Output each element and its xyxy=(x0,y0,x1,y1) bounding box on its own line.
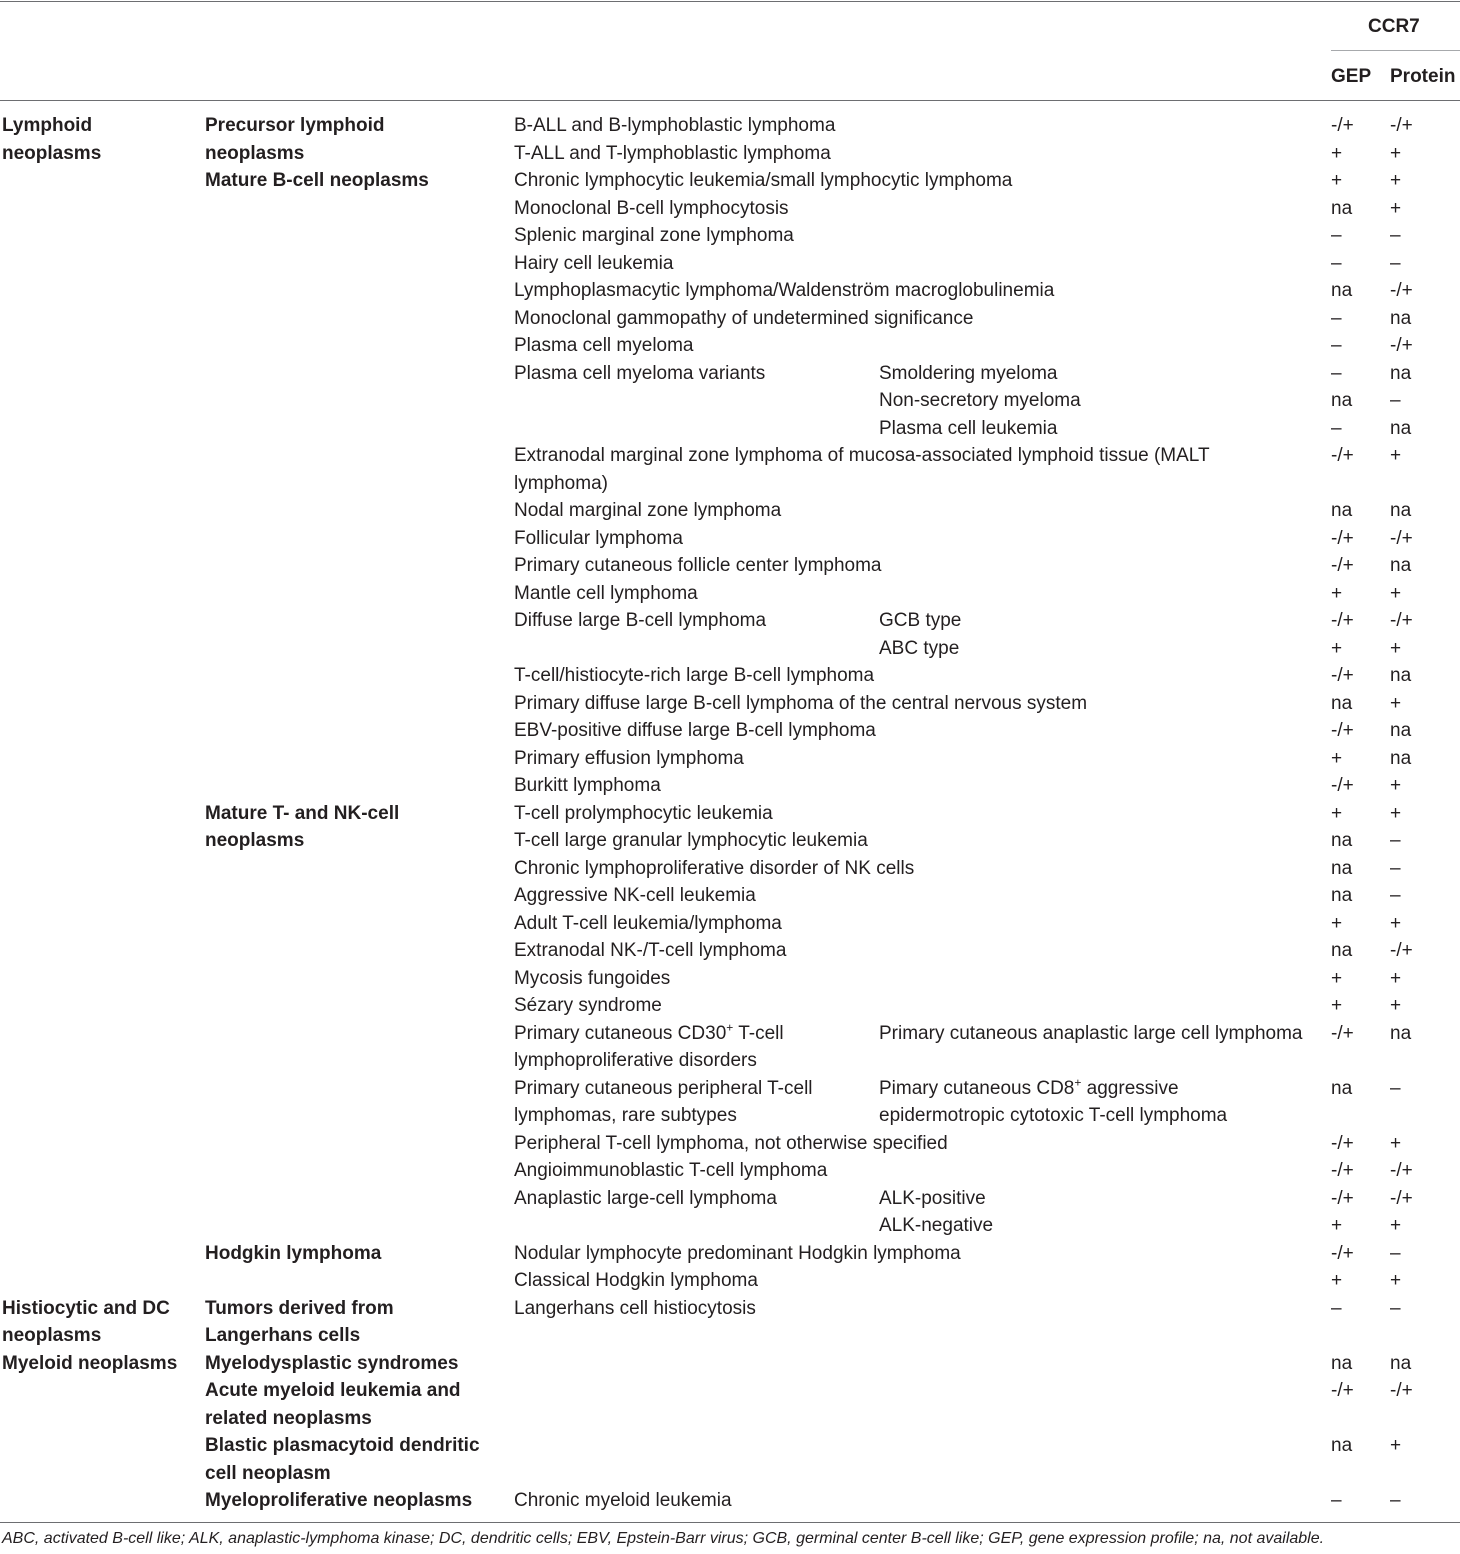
protein-value-cell: na xyxy=(1390,1352,1412,1374)
gep-value-cell: + xyxy=(1331,912,1343,934)
protein-value-cell: -/+ xyxy=(1390,1380,1413,1401)
entity-cell: Nodal marginal zone lymphoma xyxy=(514,500,782,521)
gep-value-cell: + xyxy=(1331,747,1343,769)
entity-cell: Monoclonal gammopathy of undetermined significance xyxy=(514,307,974,329)
table-row xyxy=(0,195,1460,223)
protein-value-cell: na xyxy=(1390,417,1412,439)
protein-value-cell: – xyxy=(1390,1077,1401,1099)
subcategory-cell: related neoplasms xyxy=(205,1407,372,1429)
subtype-cell: epidermotropic cytotoxic T-cell lymphoma xyxy=(879,1105,1228,1126)
subtype-cell: Pimary cutaneous CD8+ aggressive xyxy=(879,1075,1179,1099)
table-row xyxy=(0,882,1460,910)
protein-value-cell: + xyxy=(1390,1435,1402,1456)
gep-value-cell: + xyxy=(1331,637,1343,659)
entity-cell: Adult T-cell leukemia/lymphoma xyxy=(514,912,782,934)
entity-cell: Splenic marginal zone lymphoma xyxy=(514,225,794,246)
table-row xyxy=(0,1267,1460,1295)
protein-value-cell: -/+ xyxy=(1390,1187,1413,1209)
protein-value-cell: na xyxy=(1390,362,1412,384)
table-bottom-rule xyxy=(0,1522,1460,1523)
gep-value-cell: na xyxy=(1331,1435,1353,1456)
category-cell: Myeloid neoplasms xyxy=(2,1352,178,1374)
protein-value-cell: na xyxy=(1390,500,1412,521)
protein-value-cell: + xyxy=(1390,1132,1402,1154)
table-row xyxy=(0,1377,1460,1405)
gep-value-cell: + xyxy=(1331,1270,1343,1291)
table-row xyxy=(0,552,1460,580)
protein-value-cell: + xyxy=(1390,912,1402,934)
subcategory-cell: Mature B-cell neoplasms xyxy=(205,170,429,191)
subcategory-cell: Mature T- and NK-cell xyxy=(205,802,400,824)
entity-cell: T-cell/histiocyte-rich large B-cell lymphoma xyxy=(514,665,875,686)
entity-cell: Aggressive NK-cell leukemia xyxy=(514,885,756,906)
gep-value-cell: na xyxy=(1331,197,1353,219)
table-row xyxy=(0,607,1460,635)
entity-cell: Nodular lymphocyte predominant Hodgkin lymphoma xyxy=(514,1242,961,1264)
gep-value-cell: + xyxy=(1331,582,1343,604)
table-row xyxy=(0,1460,1460,1488)
gep-value-cell: – xyxy=(1331,252,1342,274)
gep-value-cell: – xyxy=(1331,225,1342,246)
protein-value-cell: na xyxy=(1390,720,1412,741)
gep-value-cell: na xyxy=(1331,857,1353,879)
entity-cell: Hairy cell leukemia xyxy=(514,252,674,274)
gep-value-cell: -/+ xyxy=(1331,1022,1354,1044)
table-footnote: ABC, activated B-cell like; ALK, anaplastic-lymphoma kinase; DC, dendritic cells; EBV, Epstein-Barr virus; GCB, germinal center B-cell like; GEP, gene expression profile; na, not available. xyxy=(2,1530,1325,1547)
table-row xyxy=(0,965,1460,993)
table-row xyxy=(0,1075,1460,1103)
gep-value-cell: -/+ xyxy=(1331,1187,1354,1209)
gep-value-cell: na xyxy=(1331,500,1353,521)
gep-value-cell: na xyxy=(1331,390,1353,411)
header-bottom-rule xyxy=(0,100,1460,101)
table-row xyxy=(0,745,1460,773)
entity-cell: Extranodal marginal zone lymphoma of mucosa-associated lymphoid tissue (MALT xyxy=(514,445,1210,466)
gep-value-cell: na xyxy=(1331,1352,1353,1374)
protein-value-cell: – xyxy=(1390,885,1401,906)
table-row xyxy=(0,1157,1460,1185)
subcategory-cell: Precursor lymphoid xyxy=(205,115,385,136)
table-row xyxy=(0,1130,1460,1158)
entity-cell: Chronic lymphocytic leukemia/small lymphocytic lymphoma xyxy=(514,170,1013,191)
table-row xyxy=(0,1350,1460,1378)
gep-value-cell: na xyxy=(1331,280,1353,301)
table-row xyxy=(0,1102,1460,1130)
gep-value-cell: -/+ xyxy=(1331,610,1354,631)
subcategory-cell: Acute myeloid leukemia and xyxy=(205,1380,461,1401)
subtype-cell: Plasma cell leukemia xyxy=(879,417,1058,439)
protein-value-cell: na xyxy=(1390,555,1412,576)
table-row xyxy=(0,497,1460,525)
subcategory-cell: neoplasms xyxy=(205,830,305,851)
entity-cell: T-cell large granular lymphocytic leukemia xyxy=(514,830,868,851)
gep-value-cell: na xyxy=(1331,1077,1353,1099)
table-row xyxy=(0,360,1460,388)
subcategory-cell: Hodgkin lymphoma xyxy=(205,1242,382,1264)
table-row xyxy=(0,277,1460,305)
protein-value-cell: + xyxy=(1390,445,1402,466)
table-row xyxy=(0,800,1460,828)
table-row xyxy=(0,855,1460,883)
protein-value-cell: na xyxy=(1390,665,1412,686)
entity-cell: B-ALL and B-lymphoblastic lymphoma xyxy=(514,115,836,136)
entity-cell: Extranodal NK-/T-cell lymphoma xyxy=(514,940,787,961)
protein-value-cell: – xyxy=(1390,1242,1401,1264)
table-row xyxy=(0,1487,1460,1515)
ccr7-underline xyxy=(1331,50,1460,51)
gep-value-cell: – xyxy=(1331,1490,1342,1511)
entity-cell: EBV-positive diffuse large B-cell lymphoma xyxy=(514,720,876,741)
protein-value-cell: -/+ xyxy=(1390,335,1413,356)
table-row xyxy=(0,1322,1460,1350)
protein-value-cell: -/+ xyxy=(1390,940,1413,961)
entity-cell: Sézary syndrome xyxy=(514,995,662,1016)
gep-value-cell: + xyxy=(1331,802,1343,824)
table-row xyxy=(0,827,1460,855)
subtype-cell: Non-secretory myeloma xyxy=(879,390,1081,411)
protein-value-cell: – xyxy=(1390,252,1401,274)
table-row xyxy=(0,167,1460,195)
protein-value-cell: + xyxy=(1390,1270,1402,1291)
protein-value-cell: + xyxy=(1390,802,1402,824)
protein-value-cell: -/+ xyxy=(1390,527,1413,549)
subtype-cell: ABC type xyxy=(879,637,960,659)
table-row xyxy=(0,1295,1460,1323)
category-cell: neoplasms xyxy=(2,142,102,164)
entity-cell: Peripheral T-cell lymphoma, not otherwise specified xyxy=(514,1132,948,1154)
table-row xyxy=(0,387,1460,415)
table-row xyxy=(0,415,1460,443)
entity-cell: Plasma cell myeloma xyxy=(514,335,694,356)
gep-value-cell: – xyxy=(1331,335,1342,356)
entity-cell: Follicular lymphoma xyxy=(514,527,683,549)
gep-value-cell: + xyxy=(1331,995,1343,1016)
gep-value-cell: -/+ xyxy=(1331,775,1354,796)
table-row xyxy=(0,772,1460,800)
subtype-cell: Primary cutaneous anaplastic large cell lymphoma xyxy=(879,1022,1303,1044)
entity-cell: Primary diffuse large B-cell lymphoma of the central nervous system xyxy=(514,692,1088,714)
protein-column-header: Protein xyxy=(1390,66,1456,87)
table-row xyxy=(0,470,1460,498)
table-top-rule xyxy=(0,1,1460,2)
gep-value-cell: – xyxy=(1331,1297,1342,1319)
entity-cell: Primary cutaneous peripheral T-cell xyxy=(514,1077,813,1099)
subcategory-cell: Blastic plasmacytoid dendritic xyxy=(205,1435,480,1456)
protein-value-cell: – xyxy=(1390,390,1401,411)
protein-value-cell: – xyxy=(1390,225,1401,246)
table-row xyxy=(0,717,1460,745)
entity-cell: Plasma cell myeloma variants xyxy=(514,362,766,384)
entity-cell: Classical Hodgkin lymphoma xyxy=(514,1270,758,1291)
gep-value-cell: na xyxy=(1331,692,1353,714)
gep-value-cell: + xyxy=(1331,142,1343,164)
table-row xyxy=(0,937,1460,965)
table-row xyxy=(0,1047,1460,1075)
gep-value-cell: -/+ xyxy=(1331,555,1354,576)
gep-value-cell: + xyxy=(1331,967,1343,989)
protein-value-cell: + xyxy=(1390,197,1402,219)
table-row xyxy=(0,580,1460,608)
table-row xyxy=(0,1240,1460,1268)
subtype-cell: Smoldering myeloma xyxy=(879,362,1058,384)
gep-value-cell: -/+ xyxy=(1331,115,1354,136)
table-row xyxy=(0,992,1460,1020)
entity-cell: Primary effusion lymphoma xyxy=(514,747,744,769)
category-cell: Histiocytic and DC xyxy=(2,1297,170,1319)
entity-cell: lymphomas, rare subtypes xyxy=(514,1105,737,1126)
table-row xyxy=(0,140,1460,168)
table-row xyxy=(0,1432,1460,1460)
gep-value-cell: na xyxy=(1331,830,1353,851)
protein-value-cell: – xyxy=(1390,1490,1401,1511)
gep-value-cell: -/+ xyxy=(1331,1242,1354,1264)
protein-value-cell: na xyxy=(1390,747,1412,769)
table-row xyxy=(0,635,1460,663)
entity-cell: Burkitt lymphoma xyxy=(514,775,661,796)
protein-value-cell: + xyxy=(1390,692,1402,714)
entity-cell: Primary cutaneous CD30+ T-cell xyxy=(514,1020,784,1044)
gep-value-cell: -/+ xyxy=(1331,665,1354,686)
table-row xyxy=(0,1020,1460,1048)
table-row xyxy=(0,1212,1460,1240)
gep-value-cell: -/+ xyxy=(1331,445,1354,466)
subcategory-cell: Tumors derived from xyxy=(205,1297,394,1319)
protein-value-cell: na xyxy=(1390,307,1412,329)
gep-value-cell: + xyxy=(1331,170,1343,191)
entity-cell: Monoclonal B-cell lymphocytosis xyxy=(514,197,789,219)
gep-value-cell: na xyxy=(1331,885,1353,906)
entity-cell: lymphoproliferative disorders xyxy=(514,1050,757,1071)
subcategory-cell: cell neoplasm xyxy=(205,1462,331,1484)
table-row xyxy=(0,690,1460,718)
category-cell: neoplasms xyxy=(2,1325,102,1346)
entity-cell: Lymphoplasmacytic lymphoma/Waldenström macroglobulinemia xyxy=(514,280,1055,301)
entity-cell: Angioimmunoblastic T-cell lymphoma xyxy=(514,1160,828,1181)
table-row xyxy=(0,1185,1460,1213)
gep-column-header: GEP xyxy=(1331,66,1372,87)
protein-value-cell: + xyxy=(1390,142,1402,164)
protein-value-cell: -/+ xyxy=(1390,1160,1413,1181)
protein-value-cell: + xyxy=(1390,170,1402,191)
table-row xyxy=(0,1405,1460,1433)
subcategory-cell: Myeloproliferative neoplasms xyxy=(205,1490,473,1511)
protein-value-cell: na xyxy=(1390,1022,1412,1044)
gep-value-cell: -/+ xyxy=(1331,720,1354,741)
protein-value-cell: + xyxy=(1390,775,1402,796)
entity-cell: T-cell prolymphocytic leukemia xyxy=(514,802,773,824)
ccr7-group-header: CCR7 xyxy=(1368,16,1420,37)
gep-value-cell: – xyxy=(1331,362,1342,384)
protein-value-cell: – xyxy=(1390,1297,1401,1319)
gep-value-cell: + xyxy=(1331,1215,1343,1236)
table-row xyxy=(0,662,1460,690)
gep-value-cell: -/+ xyxy=(1331,527,1354,549)
entity-cell: Diffuse large B-cell lymphoma xyxy=(514,610,767,631)
subtype-cell: GCB type xyxy=(879,610,962,631)
entity-cell: T-ALL and T-lymphoblastic lymphoma xyxy=(514,142,831,164)
entity-cell: Mycosis fungoides xyxy=(514,967,671,989)
table-row xyxy=(0,525,1460,553)
subcategory-cell: Myelodysplastic syndromes xyxy=(205,1352,459,1374)
category-cell: Lymphoid xyxy=(2,115,93,136)
entity-cell: Anaplastic large-cell lymphoma xyxy=(514,1187,777,1209)
protein-value-cell: – xyxy=(1390,830,1401,851)
entity-cell: Chronic myeloid leukemia xyxy=(514,1490,732,1511)
protein-value-cell: -/+ xyxy=(1390,115,1413,136)
table-row xyxy=(0,250,1460,278)
gep-value-cell: – xyxy=(1331,417,1342,439)
gep-value-cell: na xyxy=(1331,940,1353,961)
protein-value-cell: – xyxy=(1390,857,1401,879)
entity-cell: lymphoma) xyxy=(514,472,608,494)
protein-value-cell: -/+ xyxy=(1390,610,1413,631)
table-row xyxy=(0,222,1460,250)
table-body xyxy=(0,112,1460,1515)
subtype-cell: ALK-negative xyxy=(879,1215,994,1236)
protein-value-cell: + xyxy=(1390,1215,1402,1236)
entity-cell: Langerhans cell histiocytosis xyxy=(514,1297,756,1319)
gep-value-cell: – xyxy=(1331,307,1342,329)
protein-value-cell: + xyxy=(1390,637,1402,659)
entity-cell: Mantle cell lymphoma xyxy=(514,582,698,604)
table-row xyxy=(0,332,1460,360)
table-row xyxy=(0,112,1460,140)
protein-value-cell: -/+ xyxy=(1390,280,1413,301)
table-row xyxy=(0,442,1460,470)
protein-value-cell: + xyxy=(1390,967,1402,989)
table-row xyxy=(0,910,1460,938)
entity-cell: Chronic lymphoproliferative disorder of NK cells xyxy=(514,857,915,879)
subcategory-cell: neoplasms xyxy=(205,142,305,164)
protein-value-cell: + xyxy=(1390,582,1402,604)
gep-value-cell: -/+ xyxy=(1331,1132,1354,1154)
gep-value-cell: -/+ xyxy=(1331,1160,1354,1181)
table-row xyxy=(0,305,1460,333)
protein-value-cell: + xyxy=(1390,995,1402,1016)
subcategory-cell: Langerhans cells xyxy=(205,1325,361,1346)
entity-cell: Primary cutaneous follicle center lymphoma xyxy=(514,555,882,576)
gep-value-cell: -/+ xyxy=(1331,1380,1354,1401)
subtype-cell: ALK-positive xyxy=(879,1187,986,1209)
